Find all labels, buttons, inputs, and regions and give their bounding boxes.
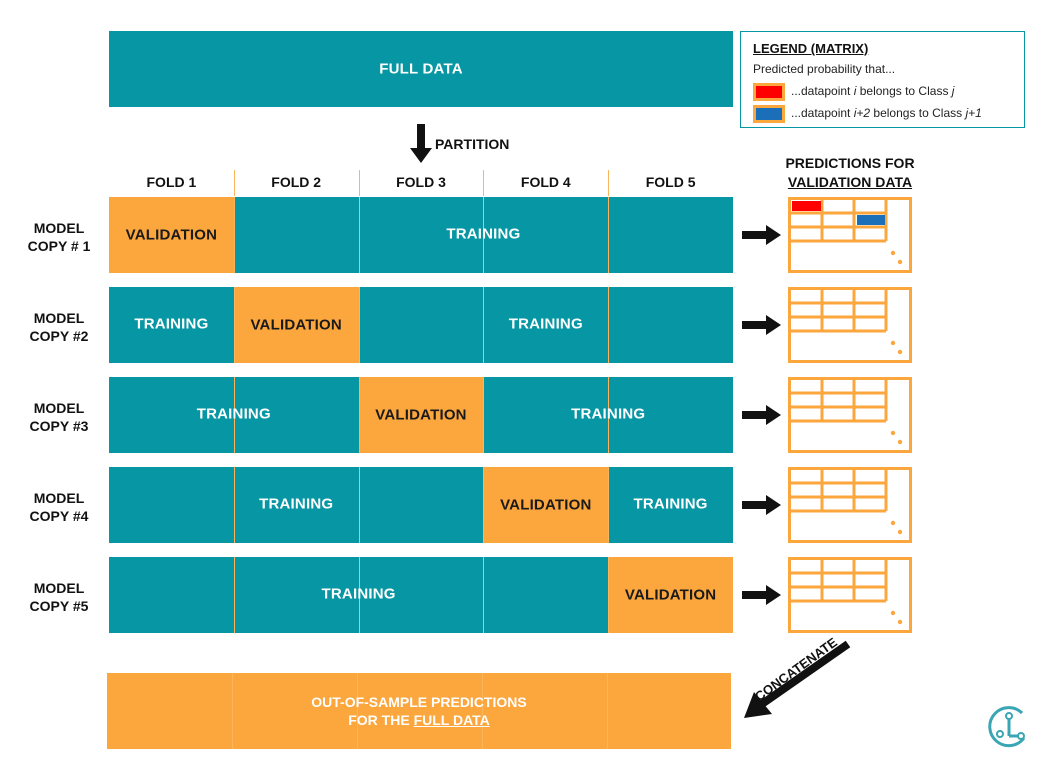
fold-divider [483, 287, 484, 363]
fold-divider [359, 287, 360, 363]
arrow-right-icon [742, 494, 782, 516]
model-copy-label-line1: MODEL [33, 220, 85, 236]
logo-icon [986, 704, 1032, 750]
blue-swatch [753, 105, 785, 123]
out-of-sample-label [107, 693, 731, 729]
model-copy-label-line1: MODEL [33, 490, 85, 506]
full-data-band [109, 31, 733, 107]
model-copy-label-line1: MODEL [33, 310, 85, 326]
concatenate-label: CONCATENATE [752, 634, 840, 705]
fold-divider [359, 377, 360, 453]
model-copy-label-line2: COPY #2 [29, 328, 89, 344]
fold-band-5 [109, 557, 733, 633]
fold-divider [234, 197, 235, 273]
fold-divider [359, 197, 360, 273]
red-swatch [753, 83, 785, 101]
model-copy-label-line1: MODEL [33, 580, 85, 596]
full-data-label: FULL DATA [379, 60, 463, 78]
fold-label-3: FOLD 3 [396, 174, 446, 190]
legend-subtitle: Predicted probability that... [753, 62, 896, 76]
validation-label: VALIDATION [624, 586, 717, 604]
fold-divider [234, 467, 235, 543]
model-copy-label-1 [18, 219, 100, 255]
predictions-title-line1: PREDICTIONS FOR [785, 155, 915, 171]
validation-label: VALIDATION [500, 496, 592, 514]
training-label: TRAINING [571, 405, 646, 423]
partition-arrow-icon [408, 124, 434, 164]
arrow-right-icon [742, 584, 782, 606]
model-copy-label-line2: COPY #5 [29, 598, 89, 614]
fold-band-4 [109, 467, 733, 543]
training-label: TRAINING [633, 495, 708, 513]
prediction-matrix [788, 197, 912, 273]
fold-header-divider [359, 170, 360, 196]
validation-label: VALIDATION [375, 406, 467, 424]
fold-band-3 [109, 377, 733, 453]
out-of-sample-band [107, 673, 731, 749]
fold-divider [608, 557, 609, 633]
fold-header-divider [608, 170, 609, 196]
fold-divider [234, 287, 235, 363]
legend-item-blue: ...datapoint i+2 belongs to Class j+1 [753, 105, 982, 123]
model-copy-label-line1: MODEL [33, 400, 85, 416]
partition-label: PARTITION [435, 136, 510, 152]
fold-divider [359, 467, 360, 543]
training-label: TRAINING [134, 315, 209, 333]
training-label: TRAINING [259, 495, 334, 513]
predictions-title [760, 154, 940, 192]
fold-band-1 [109, 197, 733, 273]
fold-divider [608, 467, 609, 543]
arrow-right-icon [742, 404, 782, 426]
prediction-matrix [788, 467, 912, 543]
fold-label-4: FOLD 4 [520, 174, 571, 190]
fold-band-2 [109, 287, 733, 363]
fold-divider [483, 377, 484, 453]
arrow-right-icon [742, 314, 782, 336]
fold-divider [608, 287, 609, 363]
validation-label: VALIDATION [250, 316, 342, 334]
model-copy-label-4 [18, 489, 100, 525]
fold-label-2: FOLD 2 [271, 174, 322, 190]
predictions-title-line2: VALIDATION DATA [787, 174, 913, 190]
model-copy-label-line2: COPY #4 [29, 508, 89, 524]
prediction-matrix [788, 377, 912, 453]
fold-divider [234, 557, 235, 633]
model-copy-label-2 [18, 309, 100, 345]
training-label: TRAINING [446, 225, 521, 243]
prediction-matrix [788, 287, 912, 363]
model-copy-label-3 [18, 399, 100, 435]
arrow-right-icon [742, 224, 782, 246]
validation-label: VALIDATION [125, 226, 218, 244]
fold-divider [608, 197, 609, 273]
out-of-sample-line2: FOR THE FULL DATA [348, 712, 490, 728]
legend-item-red: ...datapoint i belongs to Class j [753, 83, 954, 101]
fold-divider [483, 467, 484, 543]
fold-label-5: FOLD 5 [645, 174, 696, 190]
legend [740, 31, 1025, 128]
model-copy-label-line2: COPY #3 [29, 418, 89, 434]
prediction-matrix [788, 557, 912, 633]
training-label: TRAINING [508, 315, 583, 333]
legend-title: LEGEND (MATRIX) [753, 41, 869, 56]
fold-divider [483, 557, 484, 633]
training-label: TRAINING [196, 405, 271, 423]
fold-label-1: FOLD 1 [146, 174, 197, 190]
model-copy-label-line2: COPY # 1 [27, 238, 91, 254]
model-copy-label-5 [18, 579, 100, 615]
fold-header-divider [234, 170, 235, 196]
concatenate-arrow-icon [740, 640, 855, 722]
out-of-sample-line1: OUT-OF-SAMPLE PREDICTIONS [311, 694, 527, 710]
fold-header-divider [483, 170, 484, 196]
training-label: TRAINING [321, 585, 396, 603]
